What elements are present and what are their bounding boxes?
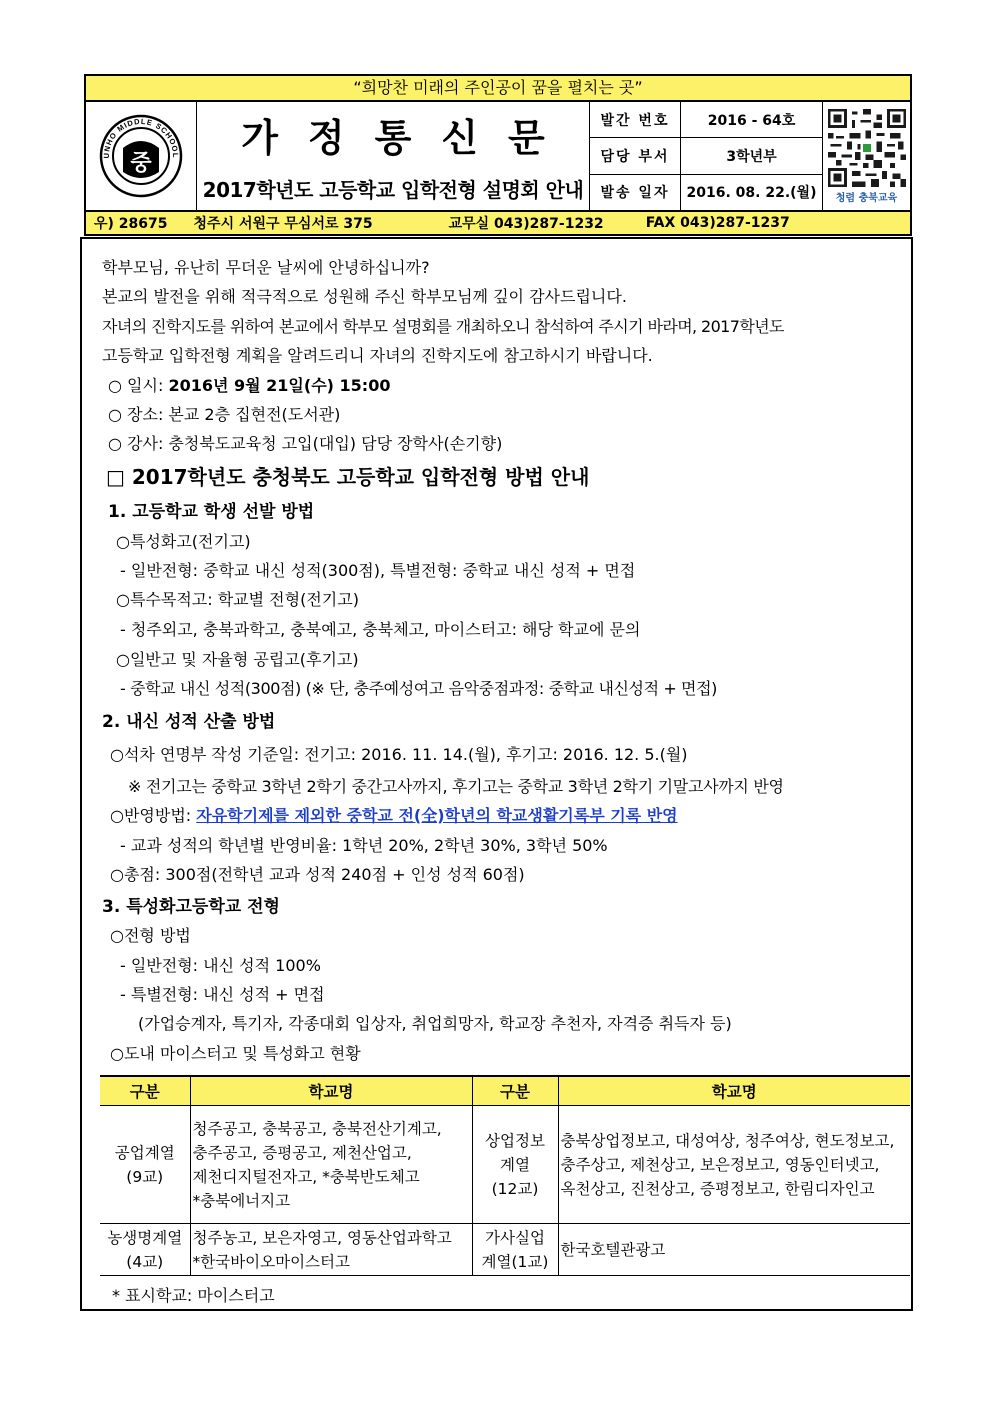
school-names-cell (558, 1224, 910, 1276)
school-motto: “희망찬 미래의 주인공이 꿈을 펼치는 곳” (84, 74, 912, 102)
school-names-line: *한국바이오마이스터고 (192, 1252, 350, 1271)
title-block (197, 102, 590, 210)
category-cell (100, 1106, 190, 1224)
category-cell (100, 1224, 190, 1276)
section-line: ○전형 방법 (110, 926, 191, 945)
category-name: 계열 (500, 1155, 530, 1174)
section-line: - 특별전형: 내신 성적 + 면접 (120, 985, 325, 1004)
table-header: 학교명 (558, 1076, 910, 1106)
page-title: 가정통신문 (241, 114, 575, 160)
newsletter-header (84, 74, 912, 236)
category-cell (472, 1224, 558, 1276)
office-phone: 교무실 043)287-1232 (448, 216, 604, 232)
table-header: 구분 (472, 1076, 558, 1106)
section-line: ○특수목적고: 학교별 전형(전기고) (116, 590, 359, 609)
school-names-line: 제천디지털전자고, *충북반도체고 (192, 1167, 420, 1186)
school-names-line: 충주상고, 제천상고, 보은정보고, 영동인터넷고, (560, 1155, 880, 1174)
publication-meta (590, 102, 823, 210)
school-names-cell (190, 1106, 472, 1224)
section-line: ○석차 연명부 작성 기준일: 전기고: 2016. 11. 14.(월), 후기고: 2016. 12. 5.(월) (110, 745, 688, 764)
meta-row-date (590, 175, 822, 210)
section-heading: 3. 특성화고등학교 전형 (102, 897, 280, 917)
meta-row-number (590, 102, 822, 138)
category-count: (4교) (126, 1252, 164, 1271)
section-heading: 1. 고등학교 학생 선발 방법 (108, 502, 315, 522)
section-heading: 2. 내신 성적 산출 방법 (102, 712, 276, 732)
qr-code-icon[interactable] (828, 109, 906, 187)
section-line (110, 803, 678, 826)
table-header: 구분 (100, 1076, 190, 1106)
meta-value: 3학년부 (726, 148, 777, 165)
event-place: ○ 장소: 본교 2층 집현전(도서관) (108, 405, 341, 424)
section-line: - 일반전형: 중학교 내신 성적(300점), 특별전형: 중학교 내신 성적 + 면접 (120, 561, 636, 580)
method-highlight-link: 자유학기제를 제외한 중학교 전(全)학년의 학교생활기록부 기록 반영 (196, 806, 678, 825)
category-count: (12교) (491, 1179, 539, 1198)
category-count: 계열(1교) (481, 1252, 549, 1271)
school-names-line: 청주농고, 보은자영고, 영동산업과학고 (192, 1228, 452, 1247)
table-header-row (100, 1076, 910, 1106)
qr-caption: 청렴 충북교육 (835, 192, 898, 204)
event-date (108, 373, 390, 396)
category-count: (9교) (126, 1167, 164, 1186)
school-names-line: 청주공고, 충북공고, 충북전산기계고, (192, 1119, 442, 1138)
section-line: ○도내 마이스터고 및 특성화고 현황 (110, 1044, 361, 1063)
logo-arc-text: UNHO MIDDLE SCHOOL (101, 116, 181, 159)
meta-value: 2016. 08. 22.(월) (686, 185, 817, 202)
fax-number: FAX 043)287-1237 (645, 215, 790, 231)
section-line: - 청주외고, 충북과학고, 충북예고, 충북체고, 마이스터고: 해당 학교에 문의 (120, 620, 641, 639)
section-line: (가업승계자, 특기자, 각종대회 입상자, 취업희망자, 학교장 추천자, 자격증 취득자 등) (138, 1014, 732, 1033)
school-names-cell (558, 1106, 910, 1224)
table-footnote: * 표시학교: 마이스터고 (112, 1286, 275, 1305)
meta-label: 담당 부서 (590, 138, 681, 173)
logo-char: 중 (130, 151, 152, 176)
event-date-value: 2016년 9월 21일(수) 15:00 (168, 376, 391, 395)
school-names-line: 충주공고, 증평공고, 제천산업고, (192, 1143, 412, 1162)
method-label: ○반영방법: (110, 806, 197, 825)
street-address: 청주시 서원구 무심서로 375 (193, 216, 373, 232)
section-line: ○일반고 및 자율형 공립고(후기고) (116, 650, 359, 669)
meta-value: 2016 - 64호 (707, 112, 796, 129)
letter-body (80, 237, 913, 1311)
table-header: 학교명 (190, 1076, 472, 1106)
school-emblem-icon (99, 114, 183, 198)
schools-table (100, 1075, 910, 1276)
category-name: 농생명계열 (107, 1228, 183, 1247)
section-line: - 교과 성적의 학년별 반영비율: 1학년 20%, 2학년 30%, 3학년 50% (120, 836, 608, 855)
school-names-line: 충북상업정보고, 대성여상, 청주여상, 현도정보고, (560, 1131, 895, 1150)
event-speaker: ○ 강사: 충청북도교육청 고입(대입) 담당 장학사(손기향) (108, 434, 503, 453)
header-grid (84, 102, 912, 210)
page-subtitle: 2017학년도 고등학교 입학전형 설명회 안내 (202, 177, 584, 202)
school-logo (86, 102, 197, 210)
category-name: 가사실업 (485, 1228, 545, 1247)
intro-line: 학부모님, 유난히 무더운 날씨에 안녕하십니까? (102, 258, 430, 277)
school-names-line: 한국호텔관광고 (560, 1240, 666, 1259)
section-line: ○특성화고(전기고) (116, 532, 251, 551)
qr-block (823, 102, 910, 210)
section-line: ※ 전기고는 중학교 3학년 2학기 중간고사까지, 후기고는 중학교 3학년 2학기 기말고사까지 반영 (128, 777, 784, 796)
postal-code: 우) 28675 (94, 216, 168, 232)
table-row (100, 1224, 910, 1276)
meta-label: 발간 번호 (590, 102, 681, 137)
intro-line: 본교의 발전을 위해 적극적으로 성원해 주신 학부모님께 깊이 감사드립니다. (102, 287, 627, 306)
school-names-line: *충북에너지고 (192, 1191, 291, 1210)
school-names-line: 옥천상고, 진천상고, 증평정보고, 한림디자인고 (560, 1179, 875, 1198)
school-address-bar (84, 210, 912, 236)
section-line: - 일반전형: 내신 성적 100% (120, 956, 321, 975)
section-line: ○총점: 300점(전학년 교과 성적 240점 + 인성 성적 60점) (110, 865, 525, 884)
category-name: 상업정보 (485, 1131, 545, 1150)
intro-line: 자녀의 진학지도를 위하여 본교에서 학부모 설명회를 개최하오니 참석하여 주시기 바라며, 2017학년도 (102, 317, 784, 336)
intro-line: 고등학교 입학전형 계획을 알려드리니 자녀의 진학지도에 참고하시기 바랍니다. (102, 346, 653, 365)
table-row (100, 1106, 910, 1224)
section-line: - 중학교 내신 성적(300점) (※ 단, 충주예성여고 음악중점과정: 중학교 내신성적 + 면접) (120, 679, 717, 698)
main-heading: □ 2017학년도 충청북도 고등학교 입학전형 방법 안내 (106, 465, 590, 489)
meta-label: 발송 일자 (590, 175, 681, 210)
category-name: 공업계열 (114, 1143, 175, 1162)
category-cell (472, 1106, 558, 1224)
school-names-cell (190, 1224, 472, 1276)
meta-row-department (590, 138, 822, 174)
event-date-label: ○ 일시: (108, 376, 169, 395)
